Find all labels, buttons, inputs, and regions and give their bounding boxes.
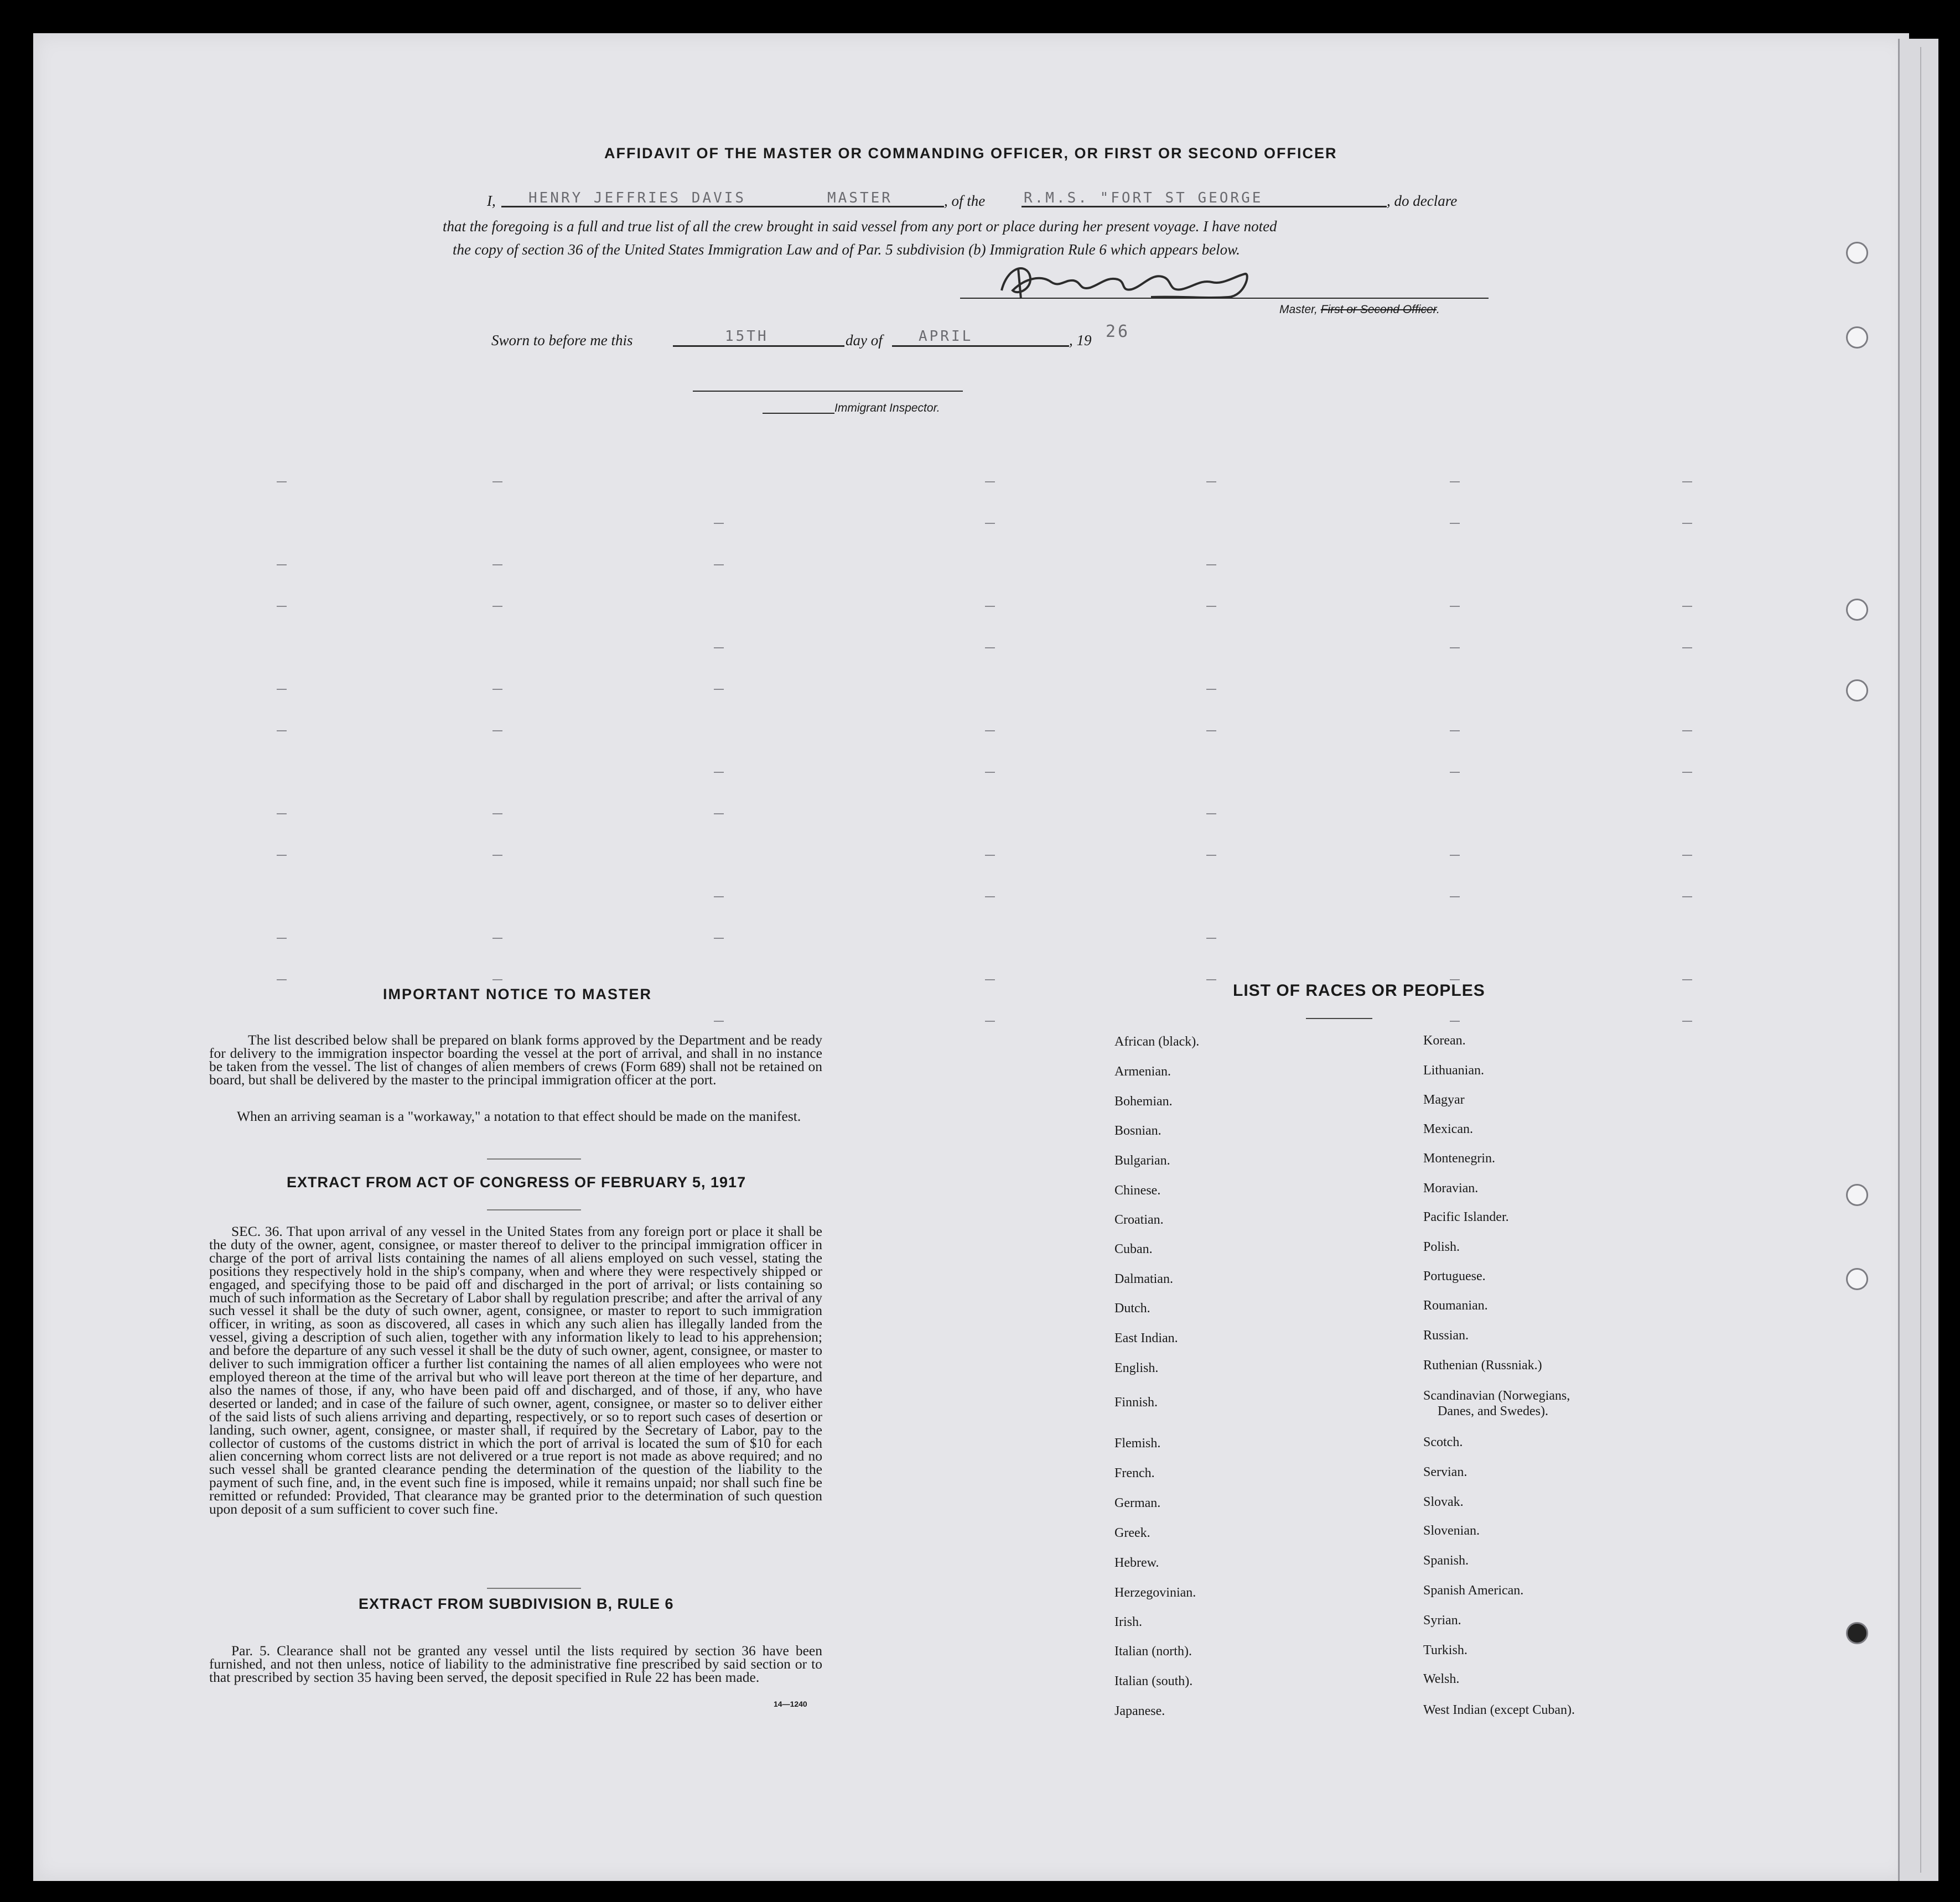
race-item: Magyar bbox=[1423, 1093, 1465, 1107]
race-item: Slovak. bbox=[1423, 1495, 1464, 1509]
race-item: Japanese. bbox=[1114, 1704, 1165, 1718]
faint-dash bbox=[1450, 730, 1460, 731]
faint-dash bbox=[1206, 564, 1216, 565]
faint-dash bbox=[1450, 523, 1460, 524]
divider bbox=[487, 1588, 581, 1589]
binder-hole bbox=[1846, 1622, 1868, 1644]
year-entry: 26 bbox=[1106, 322, 1131, 341]
notice-heading: IMPORTANT NOTICE TO MASTER bbox=[383, 986, 652, 1002]
faint-dash bbox=[714, 772, 724, 773]
race-item: Greek. bbox=[1114, 1526, 1150, 1540]
race-item: Bulgarian. bbox=[1114, 1153, 1170, 1168]
race-item: Welsh. bbox=[1423, 1672, 1460, 1686]
faint-dash bbox=[714, 1021, 724, 1022]
race-item: West Indian (except Cuban). bbox=[1423, 1703, 1575, 1717]
rule-heading: EXTRACT FROM SUBDIVISION B, RULE 6 bbox=[359, 1596, 674, 1612]
race-item: English. bbox=[1114, 1361, 1159, 1375]
faint-dash bbox=[1682, 523, 1692, 524]
faint-dash bbox=[1450, 855, 1460, 856]
vessel-name-entry: R.M.S. "FORT ST GEORGE bbox=[1024, 190, 1263, 206]
race-item: Hebrew. bbox=[1114, 1556, 1159, 1570]
rule-6-paragraph-5: Par. 5. Clearance shall not be granted any vessel until the lists required by section 36 have been furnished, and not then unless, notice of liability to the administrative fine prescribed by said section or to that prescribed by section 35 having been served, the deposit specified in Rule 22 has been made. bbox=[209, 1643, 822, 1685]
signature-line bbox=[960, 298, 1489, 299]
divider bbox=[487, 1158, 581, 1160]
faint-dash bbox=[492, 813, 502, 814]
faint-dash bbox=[1450, 896, 1460, 897]
race-item: German. bbox=[1114, 1496, 1161, 1510]
sworn-label: Sworn to before me this bbox=[491, 332, 633, 349]
binder-hole bbox=[1846, 1268, 1868, 1290]
race-item: Korean. bbox=[1423, 1033, 1466, 1048]
faint-dash bbox=[714, 523, 724, 524]
race-item: Spanish American. bbox=[1423, 1583, 1524, 1598]
faint-dash bbox=[985, 523, 995, 524]
faint-dash bbox=[1206, 481, 1216, 482]
act-heading: EXTRACT FROM ACT OF CONGRESS OF FEBRUARY 5, 1917 bbox=[287, 1174, 746, 1191]
faint-dash bbox=[985, 772, 995, 773]
affidavit-line-3: the copy of section 36 of the United States Immigration Law and of Par. 5 subdivision (b) Immigration Rule 6 which appears below. bbox=[453, 241, 1240, 258]
binder-hole bbox=[1846, 242, 1868, 264]
binder-hole bbox=[1846, 679, 1868, 701]
faint-dash bbox=[492, 730, 502, 731]
faint-dash bbox=[492, 564, 502, 565]
binder-edge bbox=[1898, 39, 1938, 1881]
faint-dash bbox=[277, 855, 287, 856]
race-item: Slovenian. bbox=[1423, 1524, 1480, 1538]
faint-dash bbox=[1682, 772, 1692, 773]
race-item: Mexican. bbox=[1423, 1122, 1473, 1136]
faint-dash bbox=[1682, 481, 1692, 482]
race-item: Danes, and Swedes). bbox=[1438, 1404, 1548, 1418]
faint-dash bbox=[277, 730, 287, 731]
faint-dash bbox=[985, 606, 995, 607]
faint-dash bbox=[985, 1021, 995, 1022]
faint-dash bbox=[714, 813, 724, 814]
faint-dash bbox=[1450, 647, 1460, 648]
notice-paragraph-1: The list described below shall be prepared on blank forms approved by the Department and be ready for delivery to the immigration inspector boarding the vessel at the port of arrival, and shall in no instance be taken from the vessel. The list of changes of alien members of crews (Form 689) shall not be retained on board, but shall be delivered by the master to the principal immigration officer at the port. bbox=[209, 1032, 822, 1088]
faint-dash bbox=[985, 481, 995, 482]
faint-dash bbox=[1450, 606, 1460, 607]
race-item: Finnish. bbox=[1114, 1395, 1158, 1410]
faint-dash bbox=[985, 647, 995, 648]
faint-dash bbox=[1206, 689, 1216, 690]
race-item: Polish. bbox=[1423, 1240, 1460, 1254]
faint-dash bbox=[277, 938, 287, 939]
faint-dash bbox=[714, 647, 724, 648]
faint-dash bbox=[492, 855, 502, 856]
binder-hole bbox=[1846, 1184, 1868, 1206]
binder-hole bbox=[1846, 326, 1868, 349]
faint-dash bbox=[492, 938, 502, 939]
race-item: Servian. bbox=[1423, 1465, 1468, 1479]
race-item: Spanish. bbox=[1423, 1553, 1469, 1568]
faint-dash bbox=[985, 730, 995, 731]
faint-dash bbox=[1682, 1021, 1692, 1022]
race-item: East Indian. bbox=[1114, 1331, 1178, 1345]
faint-dash bbox=[492, 979, 502, 980]
faint-dash bbox=[714, 896, 724, 897]
form-number: 14—1240 bbox=[774, 1700, 807, 1708]
do-declare-label: , do declare bbox=[1387, 193, 1458, 209]
sworn-month-entry: APRIL bbox=[919, 328, 973, 345]
signature-caption: Master, First or Second Officer. bbox=[1279, 303, 1440, 316]
faint-dash bbox=[1682, 647, 1692, 648]
race-item: Scandinavian (Norwegians, bbox=[1423, 1389, 1570, 1403]
faint-dash bbox=[1682, 730, 1692, 731]
faint-dash bbox=[1450, 979, 1460, 980]
race-item: Lithuanian. bbox=[1423, 1063, 1484, 1078]
notice-paragraph-2: When an arriving seaman is a "workaway," a notation to that effect should be made on the manifest. bbox=[237, 1108, 801, 1124]
master-signature bbox=[985, 257, 1262, 307]
races-heading: LIST OF RACES OR PEOPLES bbox=[1233, 981, 1485, 1000]
faint-dash bbox=[1206, 606, 1216, 607]
race-item: Roumanian. bbox=[1423, 1298, 1488, 1313]
sworn-day-entry: 15TH bbox=[725, 328, 769, 345]
faint-dash bbox=[277, 564, 287, 565]
race-item: Chinese. bbox=[1114, 1183, 1161, 1198]
faint-dash bbox=[1206, 813, 1216, 814]
faint-dash bbox=[1450, 1021, 1460, 1022]
rank-entry: MASTER bbox=[827, 190, 893, 206]
affidavit-i-label: I, bbox=[487, 193, 496, 209]
faint-dash bbox=[985, 855, 995, 856]
race-item: Dutch. bbox=[1114, 1301, 1150, 1316]
binder-edge-line bbox=[1920, 47, 1932, 1873]
race-item: Flemish. bbox=[1114, 1436, 1161, 1451]
race-item: Pacific Islander. bbox=[1423, 1210, 1509, 1224]
faint-dash bbox=[492, 606, 502, 607]
faint-dash bbox=[492, 689, 502, 690]
faint-dash bbox=[1450, 481, 1460, 482]
race-item: French. bbox=[1114, 1466, 1155, 1480]
master-name-entry: HENRY JEFFRIES DAVIS bbox=[528, 190, 746, 206]
race-item: Bosnian. bbox=[1114, 1124, 1162, 1138]
race-item: Scotch. bbox=[1423, 1435, 1463, 1449]
faint-dash bbox=[1682, 979, 1692, 980]
faint-dash bbox=[985, 979, 995, 980]
race-item: Irish. bbox=[1114, 1615, 1142, 1629]
races-heading-rule bbox=[1306, 1018, 1372, 1019]
binder-hole bbox=[1846, 599, 1868, 621]
race-item: Croatian. bbox=[1114, 1213, 1164, 1227]
faint-dash bbox=[1682, 606, 1692, 607]
race-item: Cuban. bbox=[1114, 1242, 1153, 1256]
inspector-label: Immigrant Inspector. bbox=[834, 402, 940, 414]
sworn-day-line bbox=[673, 345, 844, 347]
sworn-month-line bbox=[892, 345, 1069, 347]
faint-dash bbox=[1682, 855, 1692, 856]
faint-dash bbox=[277, 606, 287, 607]
race-item: Herzegovinian. bbox=[1114, 1586, 1196, 1600]
divider bbox=[487, 1209, 581, 1210]
faint-dash bbox=[492, 481, 502, 482]
faint-dash bbox=[1206, 730, 1216, 731]
document-page bbox=[33, 33, 1909, 1881]
race-item: African (black). bbox=[1114, 1035, 1200, 1049]
race-item: Armenian. bbox=[1114, 1064, 1171, 1079]
race-item: Dalmatian. bbox=[1114, 1272, 1173, 1286]
race-item: Italian (south). bbox=[1114, 1674, 1193, 1688]
faint-dash bbox=[714, 564, 724, 565]
race-item: Syrian. bbox=[1423, 1613, 1461, 1628]
faint-dash bbox=[1682, 896, 1692, 897]
race-item: Bohemian. bbox=[1114, 1094, 1173, 1109]
race-item: Turkish. bbox=[1423, 1643, 1468, 1657]
faint-dash bbox=[277, 481, 287, 482]
race-item: Moravian. bbox=[1423, 1181, 1479, 1196]
inspector-line-upper bbox=[693, 391, 963, 392]
race-item: Montenegrin. bbox=[1423, 1151, 1495, 1166]
of-the-label: , of the bbox=[944, 193, 986, 209]
faint-dash bbox=[714, 689, 724, 690]
race-item: Italian (north). bbox=[1114, 1644, 1192, 1659]
faint-dash bbox=[277, 689, 287, 690]
year-prefix: , 19 bbox=[1069, 332, 1092, 349]
faint-dash bbox=[1206, 855, 1216, 856]
faint-dash bbox=[1206, 938, 1216, 939]
day-of-label: day of bbox=[846, 332, 883, 349]
faint-dash bbox=[1450, 772, 1460, 773]
race-item: Ruthenian (Russniak.) bbox=[1423, 1358, 1542, 1373]
faint-dash bbox=[277, 813, 287, 814]
faint-dash bbox=[985, 896, 995, 897]
faint-dash bbox=[277, 979, 287, 980]
affidavit-title: AFFIDAVIT OF THE MASTER OR COMMANDING OFFICER, OR FIRST OR SECOND OFFICER bbox=[604, 145, 1337, 162]
faint-dash bbox=[714, 938, 724, 939]
affidavit-line-2: that the foregoing is a full and true list of all the crew brought in said vessel from any port or place during her present voyage. I have noted bbox=[443, 218, 1277, 235]
race-item: Portuguese. bbox=[1423, 1269, 1486, 1283]
section-36-text: SEC. 36. That upon arrival of any vessel in the United States from any foreign port or place it shall be the duty of the owner, agent, consignee, or master thereof to deliver to the principal immigration officer in charge of the port of arrival lists containing the names of all aliens employed on such vessel, stating the positions they respectively hold in the ship's company, when and where they were respectively shipped or engaged, and specifying those to be paid off and discharged in the port of arrival; or lists containing so much of such information as the Secretary of Labor shall by regulation prescribe; and after the arrival of any such vessel it shall be the duty of such owner, agent, consignee, or master to report to such immigration officer, in writing, as soon as discovered, all cases in which any such alien has illegally landed from the vessel, giving a description of such alien, together with any information likely to lead to his apprehension; and before the departure of any such vessel it shall be the duty of such owner, agent, consignee, or master to deliver to such immigration officer a further list containing the names of all alien employees who were not employed thereon at the time of the arrival but who will leave port thereon at the time of her departure, and also the names of those, if any, who have been paid off and discharged, and of those, if any, who have deserted or landed; and in case of the failure of such owner, agent, consignee, or master so to deliver either of the said lists of such aliens arriving and departing, respectively, or so to report such cases of desertion or landing, such owner, agent, consignee, or master shall, if required by the Secretary of Labor, pay to the collector of customs of the customs district in which the port of arrival is located the sum of $10 for each alien concerning whom correct lists are not delivered or a true report is not made as above required; and no such vessel shall be granted clearance pending the determination of the question of the liability to the payment of such fine, and, in the event such fine is imposed, while it remains unpaid; nor shall such fine be remitted or refunded: Provided, That clearance may be granted prior to the determination of such question upon deposit of a sum sufficient to cover such fine. bbox=[209, 1223, 822, 1518]
faint-dash bbox=[1206, 979, 1216, 980]
race-item: Russian. bbox=[1423, 1328, 1469, 1343]
inspector-line-lower bbox=[763, 413, 834, 414]
